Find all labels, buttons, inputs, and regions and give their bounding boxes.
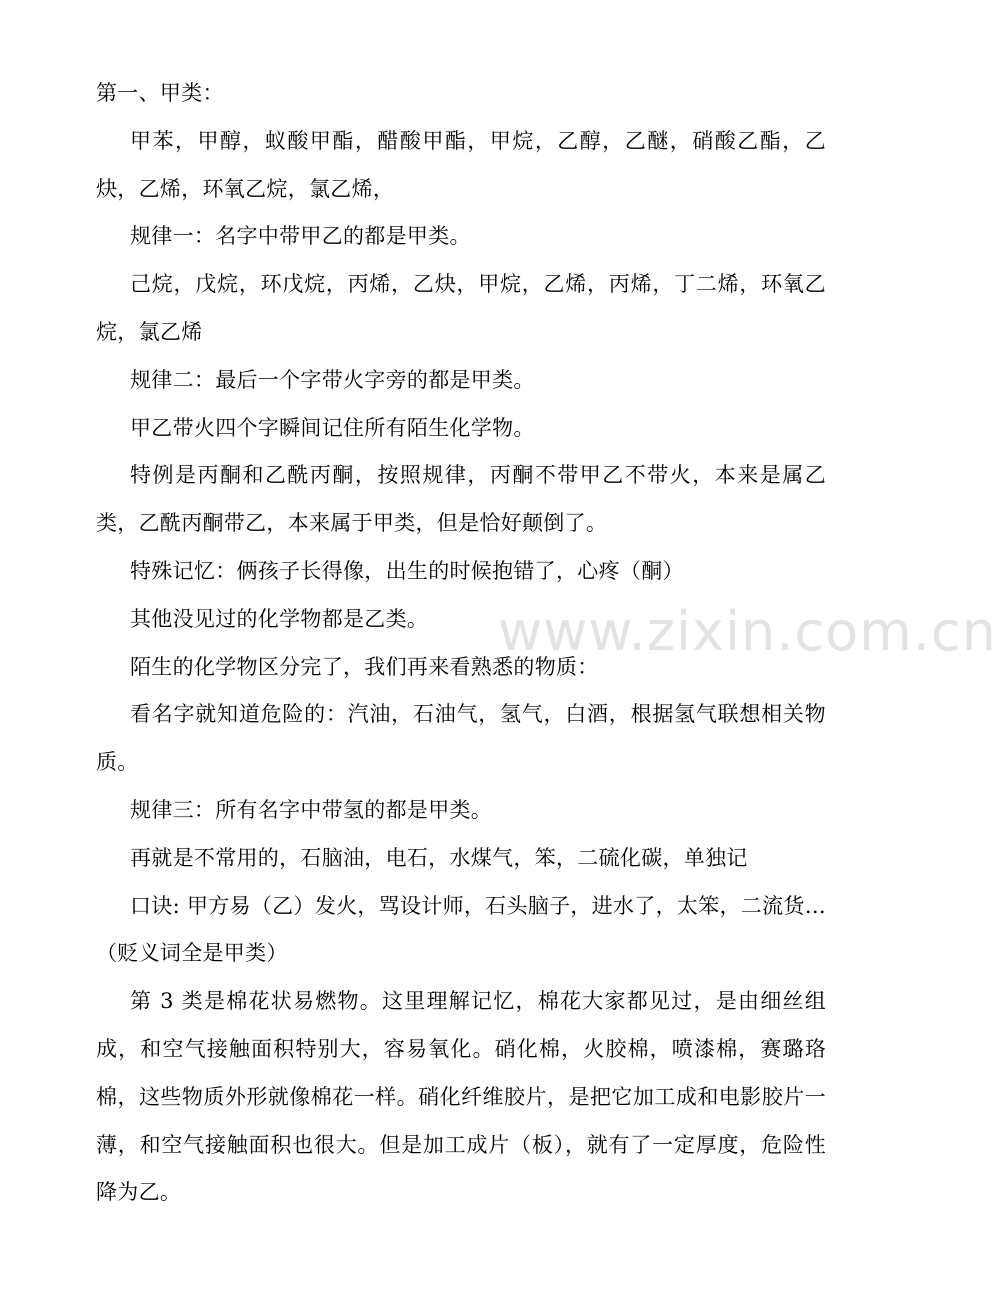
paragraph-exception: 特例是丙酮和乙酰丙酮，按照规律，丙酮不带甲乙不带火，本来是属乙类，乙酰丙酮带乙，本来属于甲类，但是恰好颠倒了。 — [96, 463, 826, 536]
paragraph-memory-tip: 甲乙带火四个字瞬间记住所有陌生化学物。 — [130, 415, 535, 440]
section-heading: 第一、甲类： — [96, 81, 224, 105]
paragraph-rule-three: 规律三：所有名字中带氢的都是甲类。 — [130, 797, 493, 822]
paragraph-special-memory: 特殊记忆：俩孩子长得像，出生的时候抱错了，心疼（酮） — [130, 558, 684, 583]
paragraph-cotton-like: 第 3 类是棉花状易燃物。这里理解记忆，棉花大家都见过，是由细丝组成，和空气接触面积特别大，容易氧化。硝化棉，火胶棉，喷漆棉，赛璐珞棉，这些物质外形就像棉花一样。硝化纤维胶片，是把它加工成和电影胶片一薄，和空气接触面积也很大。但是加工成片（板），就有了一定厚度，危险性降为乙。 — [96, 989, 826, 1205]
paragraph-uncommon: 再就是不常用的，石脑油，电石，水煤气，笨，二硫化碳，单独记 — [130, 845, 748, 870]
paragraph-class-a-list: 甲苯，甲醇，蚁酸甲酯，醋酸甲酯，甲烷，乙醇，乙醚，硝酸乙酯，乙炔，乙烯，环氧乙烷，氯乙烯， — [96, 128, 826, 201]
paragraph-others-class-b: 其他没见过的化学物都是乙类。 — [130, 606, 429, 631]
paragraph-fire-radical-list: 己烷，戊烷，环戊烷，丙烯，乙炔，甲烷，乙烯，丙烯，丁二烯，环氧乙烷，氯乙烯 — [96, 272, 826, 344]
paragraph-familiar-intro: 陌生的化学物区分完了，我们再来看熟悉的物质： — [130, 654, 599, 679]
paragraph-rule-two: 规律二：最后一个字带火字旁的都是甲类。 — [130, 367, 535, 392]
document-body — [96, 70, 826, 1217]
watermark-text: www.zixin.com.cn — [498, 600, 997, 663]
paragraph-rule-one: 规律一：名字中带甲乙的都是甲类。 — [130, 224, 471, 249]
paragraph-mnemonic: 口诀: 甲方易（乙）发火，骂设计师，石头脑子，进水了，太笨，二流货…（贬义词全是甲类） — [96, 893, 826, 966]
paragraph-obvious-danger: 看名字就知道危险的：汽油，石油气，氢气，白酒，根据氢气联想相关物质。 — [96, 702, 826, 775]
